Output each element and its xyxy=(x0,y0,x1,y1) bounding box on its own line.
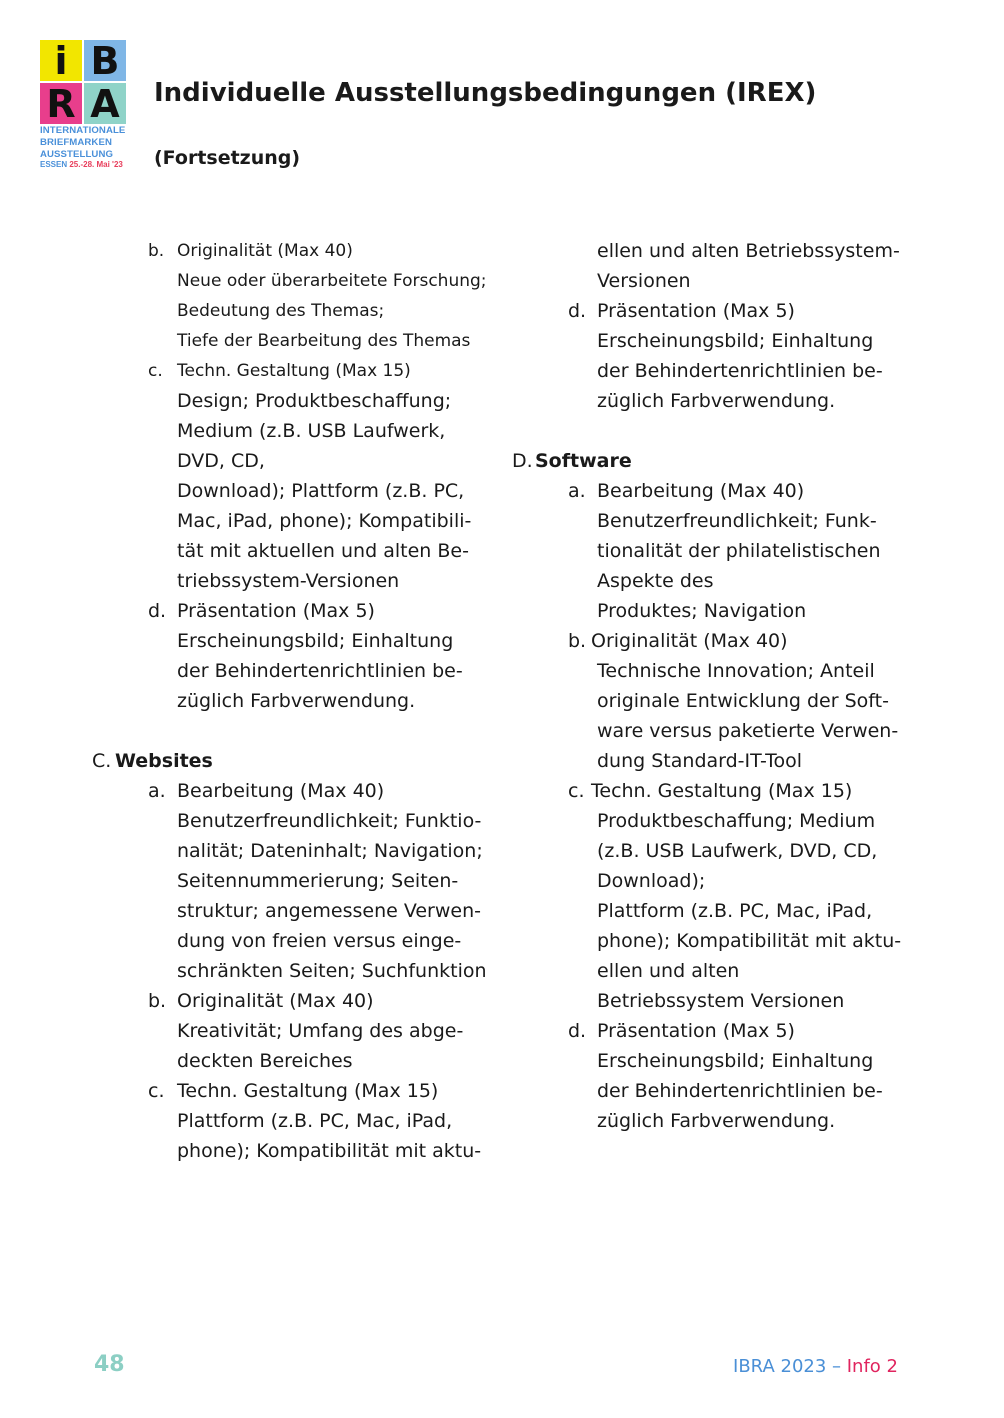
page-title: Individuelle Ausstellungsbedingungen (IREX) xyxy=(154,78,817,108)
list-item-heading: a. Bearbeitung (Max 40) xyxy=(148,780,385,802)
logo-tile-a: A xyxy=(84,83,126,124)
list-item-line: dung Standard-IT-Tool xyxy=(597,750,803,772)
list-item-line: der Behindertenrichtlinien be- xyxy=(177,660,463,682)
list-item-line: tionalität der philatelistischen xyxy=(597,540,881,562)
list-item-heading: c. Techn. Gestaltung (Max 15) xyxy=(568,780,853,802)
list-item-line: ellen und alten xyxy=(597,960,740,982)
section-heading-software: D. Software xyxy=(512,450,632,472)
spacer xyxy=(92,716,482,746)
list-item-line: (z.B. USB Laufwerk, DVD, CD, xyxy=(597,840,878,862)
list-item-line: Mac, iPad, phone); Kompatibili- xyxy=(177,510,472,532)
list-item-line: Produktbeschaffung; Medium xyxy=(597,810,876,832)
list-item-line: züglich Farbverwendung. xyxy=(177,690,416,712)
list-item-line: Medium (z.B. USB Laufwerk, xyxy=(177,420,446,442)
list-item-line: Bedeutung des Themas; xyxy=(177,301,385,321)
logo-line-3: AUSSTELLUNG xyxy=(40,149,114,160)
list-item-line: Versionen xyxy=(597,270,691,292)
list-item-line: züglich Farbverwendung. xyxy=(597,390,836,412)
list-item-line: Plattform (z.B. PC, Mac, iPad, xyxy=(177,1110,453,1132)
list-item-line: ellen und alten Betriebssystem- xyxy=(597,240,900,262)
list-item-line: Erscheinungsbild; Einhaltung xyxy=(597,330,874,352)
list-item-heading: b. Originalität (Max 40) xyxy=(568,630,788,652)
list-item-heading: b. Originalität (Max 40) xyxy=(148,241,353,261)
list-item-line: Benutzerfreundlichkeit; Funktio- xyxy=(177,810,482,832)
list-item-line: Erscheinungsbild; Einhaltung xyxy=(597,1050,874,1072)
list-item-line: dung von freien versus einge- xyxy=(177,930,462,952)
logo-tiles xyxy=(40,40,126,124)
list-item-heading: c. Techn. Gestaltung (Max 15) xyxy=(148,1080,439,1102)
logo-date-line xyxy=(40,160,126,169)
logo-line-1: INTERNATIONALE xyxy=(40,125,126,136)
list-item-line: triebssystem-Versionen xyxy=(177,570,400,592)
list-item-line: Seitennummerierung; Seiten- xyxy=(177,870,459,892)
list-item-line: tät mit aktuellen und alten Be- xyxy=(177,540,469,562)
list-item-line: Design; Produktbeschaffung; xyxy=(177,390,452,412)
list-item-heading: d. Präsentation (Max 5) xyxy=(568,300,795,322)
list-item-line: ware versus paketierte Verwen- xyxy=(597,720,899,742)
footer-brand-text: IBRA 2023 – xyxy=(733,1356,842,1377)
list-item-line: Tiefe der Bearbeitung des Themas xyxy=(177,331,471,351)
list-item-line: Download); Plattform (z.B. PC, xyxy=(177,480,465,502)
list-item-line: Download); xyxy=(597,870,706,892)
list-item-line: Neue oder überarbeitete Forschung; xyxy=(177,271,487,291)
footer-brand xyxy=(733,1356,898,1377)
page-number: 48 xyxy=(94,1352,125,1377)
logo-tile-r: R xyxy=(40,83,82,124)
list-item-heading: d. Präsentation (Max 5) xyxy=(568,1020,795,1042)
spacer xyxy=(512,416,904,446)
list-item-line: der Behindertenrichtlinien be- xyxy=(597,360,883,382)
list-item-line: struktur; angemessene Verwen- xyxy=(177,900,481,922)
ibra-logo xyxy=(40,40,126,169)
logo-city: ESSEN xyxy=(40,160,68,169)
list-item-line: deckten Bereiches xyxy=(177,1050,353,1072)
list-item-line: originale Entwicklung der Soft- xyxy=(597,690,889,712)
list-item-line: Produktes; Navigation xyxy=(597,600,807,622)
footer-info-label: Info 2 xyxy=(846,1356,898,1377)
left-column xyxy=(92,236,487,1166)
list-item-heading: a. Bearbeitung (Max 40) xyxy=(568,480,805,502)
right-column xyxy=(512,236,904,1136)
logo-tile-i: i xyxy=(40,40,82,81)
list-item-line: schränkten Seiten; Suchfunktion xyxy=(177,960,487,982)
list-item-heading: c. Techn. Gestaltung (Max 15) xyxy=(148,361,411,381)
list-item-line: züglich Farbverwendung. xyxy=(597,1110,836,1132)
logo-dates: 25.-28. Mai '23 xyxy=(69,160,123,169)
list-item-heading: d. Präsentation (Max 5) xyxy=(148,600,375,622)
list-item-line: Plattform (z.B. PC, Mac, iPad, xyxy=(597,900,873,922)
list-item-line: Technische Innovation; Anteil xyxy=(597,660,875,682)
page-subtitle: (Fortsetzung) xyxy=(154,147,301,169)
logo-tile-b: B xyxy=(84,40,126,81)
list-item-line: nalität; Dateninhalt; Navigation; xyxy=(177,840,483,862)
list-item-line: phone); Kompatibilität mit aktu- xyxy=(177,1140,482,1162)
list-item-line: Erscheinungsbild; Einhaltung xyxy=(177,630,454,652)
list-item-line: Kreativität; Umfang des abge- xyxy=(177,1020,464,1042)
list-item-line: der Behindertenrichtlinien be- xyxy=(597,1080,883,1102)
list-item-line: Benutzerfreundlichkeit; Funk- xyxy=(597,510,877,532)
logo-line-2: BRIEFMARKEN xyxy=(40,137,112,148)
list-item-line: phone); Kompatibilität mit aktu- xyxy=(597,930,902,952)
list-item-line: Betriebssystem Versionen xyxy=(597,990,845,1012)
list-item-line: Aspekte des xyxy=(597,570,714,592)
list-item-line: DVD, CD, xyxy=(177,450,265,472)
list-item-heading: b. Originalität (Max 40) xyxy=(148,990,374,1012)
section-heading-websites: C. Websites xyxy=(92,750,213,772)
